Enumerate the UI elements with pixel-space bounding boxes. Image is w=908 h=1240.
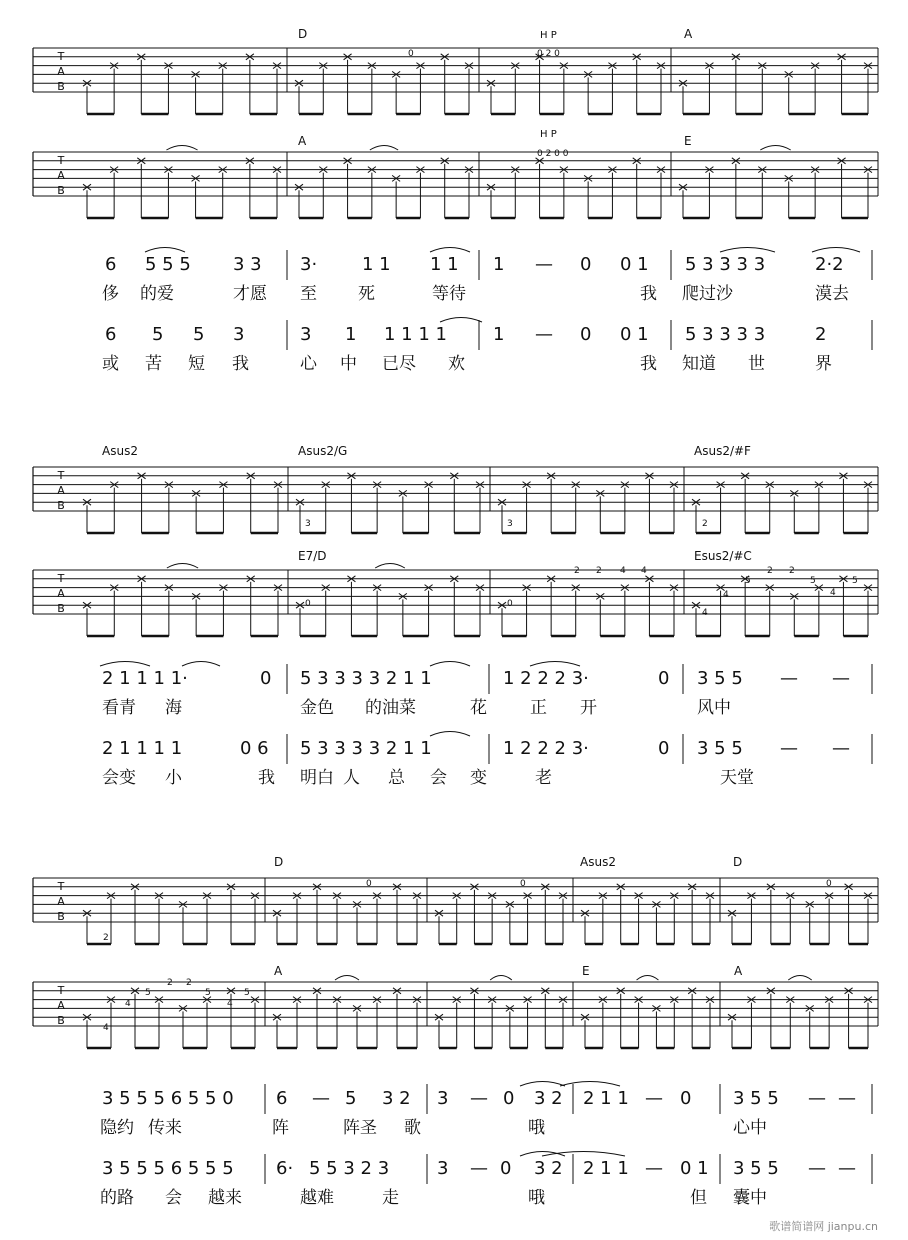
chord-name: Esus2/#C bbox=[694, 549, 752, 563]
fret-number: 2 bbox=[767, 566, 773, 576]
jianpu-note: 2·2 bbox=[815, 254, 844, 275]
fret-number: 2 bbox=[574, 566, 580, 576]
fret-number: 0 bbox=[305, 599, 311, 609]
chord-name: Asus2 bbox=[580, 855, 616, 869]
fret-number: 0 bbox=[366, 879, 372, 889]
fret-number: 5 bbox=[205, 988, 211, 998]
chord-name: Asus2 bbox=[102, 444, 138, 458]
jianpu-note: — bbox=[535, 254, 553, 275]
jianpu-note: — bbox=[780, 738, 798, 759]
watermark: 歌谱简谱网 jianpu.cn bbox=[769, 1220, 878, 1233]
jianpu-note: 2 1 1 bbox=[583, 1158, 629, 1179]
fret-number: 4 bbox=[723, 590, 729, 600]
fret-number: 5 bbox=[244, 988, 250, 998]
lyric: 风中 bbox=[697, 698, 731, 718]
jianpu-note: — bbox=[838, 1088, 856, 1109]
jianpu-note: 1 1 bbox=[362, 254, 391, 275]
tie-arc bbox=[812, 248, 860, 253]
jianpu-note: 5 bbox=[152, 324, 164, 345]
fret-number: 0 bbox=[507, 599, 513, 609]
chord-name: D bbox=[274, 855, 284, 869]
lyric: 漠去 bbox=[815, 284, 849, 304]
jianpu-note: 1 bbox=[493, 254, 505, 275]
jianpu-note: 2 1 1 1 1· bbox=[102, 668, 188, 689]
lyric: 哦 bbox=[528, 1118, 545, 1138]
jianpu-note: 6 bbox=[105, 254, 117, 275]
jianpu-note: 3 5 5 bbox=[733, 1158, 779, 1179]
tab-letter-t: T bbox=[57, 469, 65, 482]
fret-number: 0 bbox=[408, 49, 414, 59]
lyric: 越来 bbox=[208, 1188, 242, 1208]
fret-number: 2 bbox=[596, 566, 602, 576]
lyric: 传来 bbox=[148, 1118, 182, 1138]
fret-number: 5 bbox=[145, 988, 151, 998]
lyric: 隐约 bbox=[100, 1118, 134, 1138]
tie-arc bbox=[637, 976, 659, 981]
lyric: 歌 bbox=[404, 1118, 421, 1138]
jianpu-note: — bbox=[470, 1088, 488, 1109]
chord-name: D bbox=[298, 27, 308, 41]
tie-arc bbox=[788, 976, 811, 981]
tab-letter-b: B bbox=[57, 910, 65, 923]
jianpu-note: 2 bbox=[815, 324, 827, 345]
fret-number: 0 bbox=[520, 879, 526, 889]
jianpu-note: — bbox=[808, 1088, 826, 1109]
lyric: 的爱 bbox=[140, 284, 174, 304]
lyric: 会 bbox=[165, 1188, 182, 1208]
hp-mark: H P bbox=[540, 129, 557, 140]
fret-number: 4 bbox=[702, 608, 708, 618]
jianpu-note: 5 bbox=[193, 324, 205, 345]
tab-letter-t: T bbox=[57, 154, 65, 167]
lyric: 已尽 bbox=[382, 354, 416, 374]
jianpu-note: 3 bbox=[437, 1158, 449, 1179]
jianpu-note: 6· bbox=[276, 1158, 294, 1179]
lyric: 越难 bbox=[300, 1188, 334, 1208]
jianpu-note: — bbox=[645, 1088, 663, 1109]
tab-letter-a: A bbox=[57, 169, 65, 182]
chord-name: E bbox=[684, 134, 692, 148]
lyric: 小 bbox=[165, 768, 182, 788]
lyric: 侈 bbox=[102, 284, 119, 304]
jianpu-note: — bbox=[312, 1088, 330, 1109]
jianpu-note: 0 bbox=[658, 668, 670, 689]
tab-letter-t: T bbox=[57, 984, 65, 997]
jianpu-note: 3 5 5 5 6 5 5 0 bbox=[102, 1088, 234, 1109]
fret-number: 3 bbox=[305, 519, 311, 529]
tie-arc bbox=[370, 146, 398, 151]
lyric: 海 bbox=[165, 698, 182, 718]
jianpu-note: 1 bbox=[345, 324, 357, 345]
jianpu-note: 3 bbox=[300, 324, 312, 345]
lyric: 我 bbox=[640, 354, 657, 374]
fret-number: 2 bbox=[702, 519, 708, 529]
lyric: 才愿 bbox=[233, 284, 267, 304]
jianpu-note: 2 1 1 1 1 bbox=[102, 738, 183, 759]
tie-arc bbox=[182, 662, 220, 667]
jianpu-note: — bbox=[535, 324, 553, 345]
lyric: 苦 bbox=[145, 354, 162, 374]
jianpu-note: — bbox=[832, 738, 850, 759]
tie-arc bbox=[542, 1152, 625, 1157]
tie-arc bbox=[335, 976, 359, 981]
jianpu-note: 1 1 bbox=[430, 254, 459, 275]
jianpu-note: 6 bbox=[276, 1088, 288, 1109]
jianpu-note: 0 bbox=[503, 1088, 515, 1109]
jianpu-note: — bbox=[470, 1158, 488, 1179]
chord-name: Asus2/G bbox=[298, 444, 348, 458]
tie-arc bbox=[145, 248, 185, 253]
fret-number: 0 2 0 bbox=[537, 49, 560, 59]
tie-arc bbox=[440, 318, 482, 323]
fret-number: 4 bbox=[227, 999, 233, 1009]
lyric: 死 bbox=[358, 284, 375, 304]
jianpu-note: 1 bbox=[493, 324, 505, 345]
chord-name: A bbox=[274, 964, 283, 978]
tab-letter-b: B bbox=[57, 499, 65, 512]
lyric: 正 bbox=[530, 698, 547, 718]
chord-name: A bbox=[734, 964, 743, 978]
jianpu-note: 0 bbox=[500, 1158, 512, 1179]
fret-number: 0 2 0 0 bbox=[537, 149, 569, 159]
lyric: 花 bbox=[470, 698, 487, 718]
fret-number: 5 bbox=[852, 576, 858, 586]
lyric: 我 bbox=[640, 284, 657, 304]
lyric: 哦 bbox=[528, 1188, 545, 1208]
jianpu-note: 0 bbox=[580, 254, 592, 275]
tab-letter-a: A bbox=[57, 587, 65, 600]
fret-number: 5 bbox=[745, 576, 751, 586]
lyric: 人 bbox=[343, 768, 360, 788]
tie-arc bbox=[760, 146, 790, 151]
lyric: 明白 bbox=[300, 768, 334, 788]
hp-mark: H P bbox=[540, 30, 557, 41]
lyric: 走 bbox=[382, 1188, 399, 1208]
chord-name: E bbox=[582, 964, 590, 978]
jianpu-note: — bbox=[832, 668, 850, 689]
lyric: 知道 bbox=[682, 354, 716, 374]
tie-arc bbox=[530, 662, 580, 667]
tab-staves bbox=[33, 48, 878, 1184]
tab-letter-b: B bbox=[57, 184, 65, 197]
jianpu-note: — bbox=[780, 668, 798, 689]
lyric: 变 bbox=[470, 768, 487, 788]
fret-number: 4 bbox=[125, 999, 131, 1009]
jianpu-note: 3 3 bbox=[233, 254, 262, 275]
jianpu-note: 5 5 3 2 3 bbox=[309, 1158, 390, 1179]
tie-arc bbox=[166, 146, 197, 151]
lyric: 或 bbox=[102, 354, 119, 374]
jianpu-note: 1 1 1 1 bbox=[384, 324, 447, 345]
tab-letter-b: B bbox=[57, 80, 65, 93]
jianpu-note: 5 3 3 3 3 bbox=[685, 254, 766, 275]
jianpu-note: 5 3 3 3 3 bbox=[685, 324, 766, 345]
lyric: 金色 bbox=[300, 698, 334, 718]
tab-letter-a: A bbox=[57, 999, 65, 1012]
chord-name: D bbox=[733, 855, 743, 869]
tab-letter-b: B bbox=[57, 1014, 65, 1027]
tie-arc bbox=[720, 248, 775, 253]
chord-name: E7/D bbox=[298, 549, 327, 563]
jianpu-note: 5 3 3 3 3 2 1 1 bbox=[300, 738, 432, 759]
fret-number: 3 bbox=[507, 519, 513, 529]
chord-name: Asus2/#F bbox=[694, 444, 751, 458]
lyric: 我 bbox=[258, 768, 275, 788]
jianpu-note: — bbox=[645, 1158, 663, 1179]
fret-number: 4 bbox=[620, 566, 626, 576]
tab-letter-t: T bbox=[57, 880, 65, 893]
lyric: 至 bbox=[300, 284, 317, 304]
jianpu-note: 3 5 5 bbox=[733, 1088, 779, 1109]
lyric: 囊中 bbox=[733, 1188, 767, 1208]
jianpu-note: 0 1 bbox=[620, 254, 649, 275]
jianpu-note: 3 5 5 5 6 5 5 5 bbox=[102, 1158, 234, 1179]
jianpu-note: 2 1 1 bbox=[583, 1088, 629, 1109]
fret-number: 2 bbox=[789, 566, 795, 576]
tie-arc bbox=[560, 1082, 620, 1087]
tab-letter-a: A bbox=[57, 895, 65, 908]
tab-letter-t: T bbox=[57, 572, 65, 585]
lyric: 会 bbox=[430, 768, 447, 788]
tie-arc bbox=[430, 732, 470, 737]
jianpu-note: 5 bbox=[345, 1088, 357, 1109]
jianpu-note: 3 2 bbox=[534, 1088, 563, 1109]
tie-arc bbox=[520, 1152, 565, 1157]
fret-number: 0 bbox=[826, 879, 832, 889]
jianpu-note: 0 bbox=[680, 1088, 692, 1109]
fret-number: 4 bbox=[641, 566, 647, 576]
lyric: 心 bbox=[300, 354, 317, 374]
lyric: 的路 bbox=[100, 1188, 134, 1208]
jianpu-note: 3 bbox=[437, 1088, 449, 1109]
tie-arc bbox=[167, 564, 198, 569]
tie-arc bbox=[430, 248, 470, 253]
lyric: 天堂 bbox=[720, 768, 754, 788]
jianpu-note: 1 2 2 2 3· bbox=[503, 738, 589, 759]
jianpu-note: 0 bbox=[260, 668, 272, 689]
jianpu-note: 3 bbox=[233, 324, 245, 345]
fret-number: 5 bbox=[810, 576, 816, 586]
fret-number: 2 bbox=[167, 978, 173, 988]
jianpu-note: — bbox=[838, 1158, 856, 1179]
lyric: 心中 bbox=[733, 1118, 767, 1138]
jianpu-note: 3· bbox=[300, 254, 318, 275]
lyric: 会变 bbox=[102, 768, 136, 788]
lyric: 开 bbox=[580, 698, 597, 718]
chord-name: A bbox=[684, 27, 693, 41]
jianpu-note: — bbox=[808, 1158, 826, 1179]
tie-arc bbox=[520, 1082, 565, 1087]
tie-arc bbox=[100, 662, 150, 667]
jianpu-note: 1 2 2 2 3· bbox=[503, 668, 589, 689]
lyric: 看青 bbox=[102, 698, 136, 718]
chord-name: A bbox=[298, 134, 307, 148]
jianpu-note: 5 5 5 bbox=[145, 254, 191, 275]
tab-letter-a: A bbox=[57, 484, 65, 497]
tab-letter-t: T bbox=[57, 50, 65, 63]
jianpu-note: 0 bbox=[580, 324, 592, 345]
jianpu-note: 5 3 3 3 3 2 1 1 bbox=[300, 668, 432, 689]
lyric: 短 bbox=[188, 354, 205, 374]
lyric: 世 bbox=[748, 354, 765, 374]
lyric: 中 bbox=[340, 354, 357, 374]
fret-number: 2 bbox=[186, 978, 192, 988]
fret-number: 4 bbox=[830, 588, 836, 598]
jianpu-note: 3 5 5 bbox=[697, 738, 743, 759]
lyric: 总 bbox=[388, 768, 405, 788]
lyric: 阵 bbox=[272, 1118, 289, 1138]
jianpu-note: 6 bbox=[105, 324, 117, 345]
jianpu-note: 3 5 5 bbox=[697, 668, 743, 689]
lyric: 界 bbox=[815, 354, 832, 374]
fret-number: 2 bbox=[103, 933, 109, 943]
jianpu-note: 3 2 bbox=[382, 1088, 411, 1109]
lyric: 但 bbox=[690, 1188, 707, 1208]
jianpu-note: 0 1 bbox=[620, 324, 649, 345]
jianpu-note: 3 2 bbox=[534, 1158, 563, 1179]
lyric: 阵圣 bbox=[343, 1118, 377, 1138]
tab-letter-b: B bbox=[57, 602, 65, 615]
tie-arc bbox=[490, 976, 512, 981]
jianpu-note: 0 1 bbox=[680, 1158, 709, 1179]
tab-letter-a: A bbox=[57, 65, 65, 78]
jianpu-note: 0 bbox=[658, 738, 670, 759]
lyric: 老 bbox=[535, 768, 552, 788]
lyric: 等待 bbox=[432, 284, 466, 304]
tie-arc bbox=[375, 564, 405, 569]
lyric: 我 bbox=[232, 354, 249, 374]
lyric: 爬过沙 bbox=[682, 284, 733, 304]
lyric: 欢 bbox=[448, 354, 465, 374]
lyric: 的油菜 bbox=[365, 698, 416, 718]
jianpu-note: 0 6 bbox=[240, 738, 269, 759]
tie-arc bbox=[430, 662, 470, 667]
fret-number: 4 bbox=[103, 1023, 109, 1033]
